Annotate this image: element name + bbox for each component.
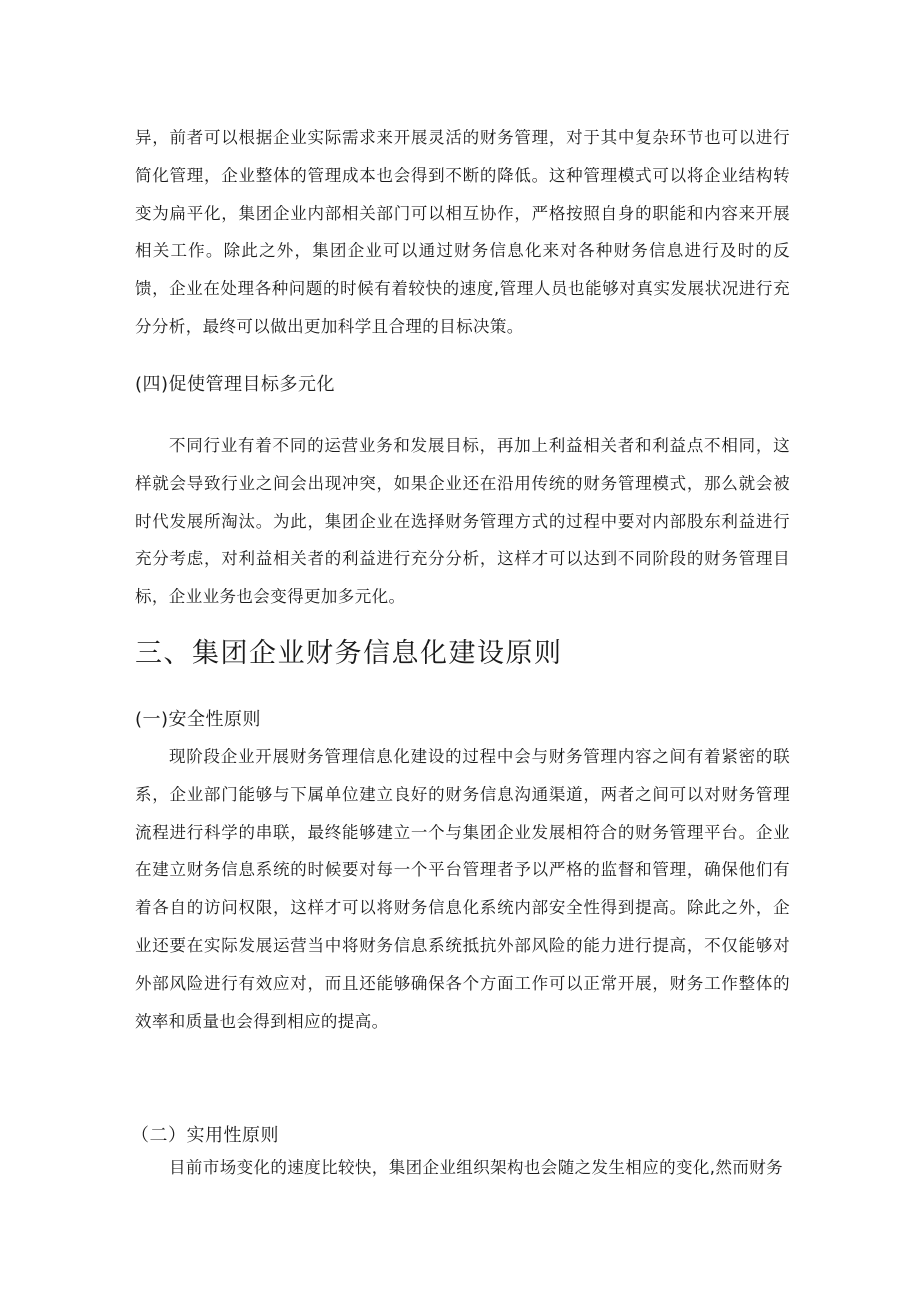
section-heading-construction-principles: 三、集团企业财务信息化建设原则 — [135, 638, 563, 669]
subheading-promote-diversified-goals: (四)促使管理目标多元化 — [135, 374, 336, 395]
body-paragraph-1: 异，前者可以根据企业实际需求来开展灵活的财务管理，对于其中复杂环节也可以进行简化管理，企业整体的管理成本也会得到不断的降低。这种管理模式可以将企业结构转变为扁平化，集团企业内部相关部门可以相互协作，严格按照自身的职能和内容来开展相关工作。除此之外，集团企业可以通过财务信息化来对各种财务信息进行及时的反馈，企业在处理各种问题的时候有着较快的速度,管理人员也能够对真实发展状况进行充分分析，最终可以做出更加科学且合理的目标决策。 — [135, 128, 790, 336]
body-paragraph-3: 现阶段企业开展财务管理信息化建设的过程中会与财务管理内容之间有着紧密的联系，企业部门能够与下属单位建立良好的财务信息沟通渠道，两者之间可以对财务管理流程进行科学的串联，最终能够建立一个与集团企业发展相符合的财务管理平台。企业在建立财务信息系统的时候要对每一个平台管理者予以严格的监督和管理，确保他们有着各自的访问权限，这样才可以将财务信息化系统内部安全性得到提高。除此之外，企业还要在实际发展运营当中将财务信息系统抵抗外部风险的能力进行提高，不仅能够对外部风险进行有效应对，而且还能够确保各个方面工作可以正常开展，财务工作整体的效率和质量也会得到相应的提高。 — [135, 747, 790, 1031]
body-paragraph-4: 目前市场变化的速度比较快，集团企业组织架构也会随之发生相应的变化,然而财务 — [169, 1158, 784, 1177]
subheading-security-principle: (一)安全性原则 — [135, 709, 262, 730]
body-paragraph-2: 不同行业有着不同的运营业务和发展目标，再加上利益相关者和利益点不相同，这样就会导致行业之间会出现冲突，如果企业还在沿用传统的财务管理模式，那么就会被时代发展所淘汰。为此，集团企业在选择财务管理方式的过程中要对内部股东利益进行充分考虑，对利益相关者的利益进行充分分析，这样才可以达到不同阶段的财务管理目标，企业业务也会变得更加多元化。 — [135, 436, 790, 607]
subheading-practicality-principle: （二）实用性原则 — [131, 1125, 279, 1146]
